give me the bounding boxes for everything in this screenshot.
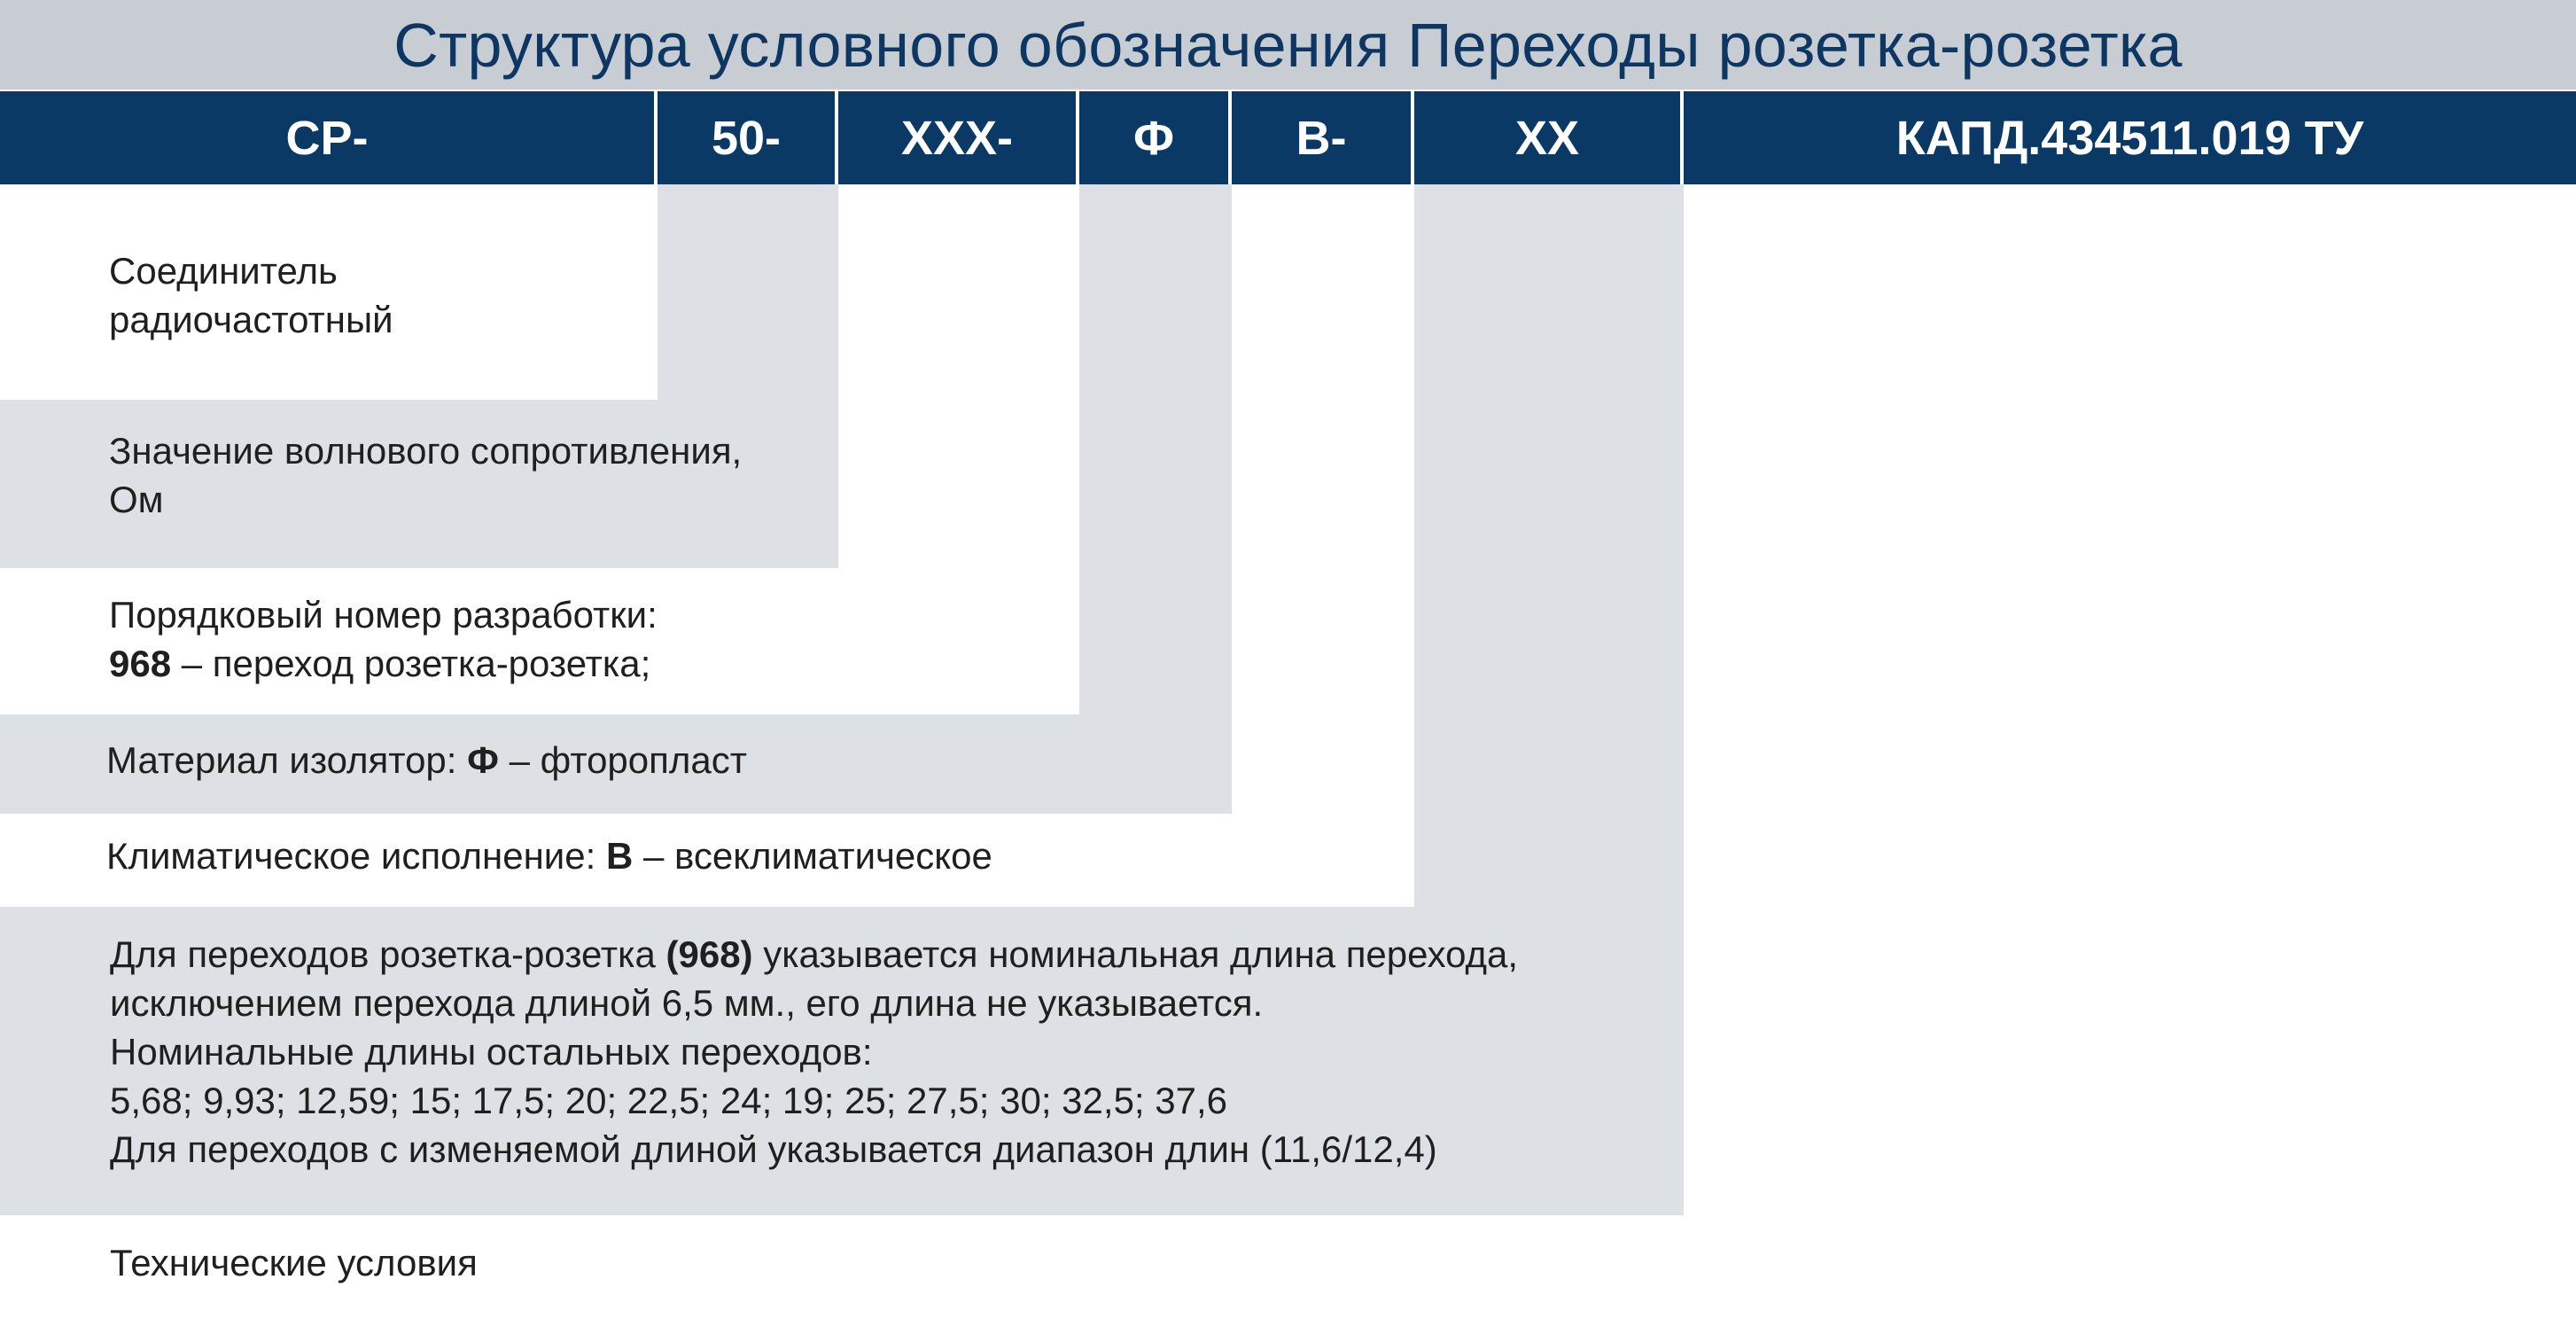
connector-label-line1: Соединитель	[109, 250, 338, 292]
title-bar	[0, 0, 2576, 90]
code-header	[0, 91, 2576, 184]
length-label-line5: Для переходов с изменяемой длиной указывается диапазон длин (11,6/12,4)	[110, 1128, 1437, 1170]
length-label	[110, 930, 1518, 1174]
serial-label	[109, 590, 658, 688]
climate-code: В	[605, 835, 634, 877]
length-line1-b: указывается номинальная длина перехода,	[752, 933, 1519, 975]
climate-desc: – всеклиматическое	[633, 835, 992, 877]
material-label	[106, 736, 747, 784]
length-label-line1	[110, 930, 1518, 979]
serial-desc: – переход розетка-розетка;	[171, 643, 651, 684]
length-label-line2: исключением перехода длиной 6,5 мм., его длина не указывается.	[110, 982, 1264, 1024]
length-label-line4: 5,68; 9,93; 12,59; 15; 17,5; 20; 22,5; 24; 19; 25; 27,5; 30; 32,5; 37,6	[110, 1080, 1228, 1121]
material-code: Ф	[467, 739, 499, 781]
impedance-label-line2: Ом	[109, 479, 164, 520]
code-segment-impedance: 50-	[658, 91, 835, 184]
serial-code: 968	[109, 643, 172, 684]
page-title: Структура условного обозначения Переходы розетка-розетка	[393, 10, 2183, 80]
length-label-line3: Номинальные длины остальных переходов:	[110, 1031, 873, 1073]
material-desc: – фторопласт	[498, 739, 747, 781]
code-segment-material: Ф	[1079, 91, 1228, 184]
serial-label-line1: Порядковый номер разработки:	[109, 594, 658, 636]
code-segment-length: ХХ	[1414, 91, 1680, 184]
connector-label-line2: радиочастотный	[109, 299, 393, 340]
impedance-label-line1: Значение волнового сопротивления,	[109, 430, 743, 472]
code-segment-serial: ХХХ-	[838, 91, 1076, 184]
impedance-label	[109, 426, 742, 524]
climate-label-text: Климатическое исполнение:	[106, 835, 606, 877]
code-segment-cp: СР-	[0, 91, 654, 184]
material-label-text: Материал изолятор:	[106, 739, 468, 781]
serial-label-line2	[109, 639, 658, 688]
column-length	[1414, 184, 1684, 907]
spec-label-line1: Технические условия	[110, 1242, 478, 1283]
connector-label	[109, 246, 393, 344]
climate-label	[106, 831, 992, 880]
code-segment-spec: КАПД.434511.019 ТУ	[1684, 91, 2576, 184]
length-line1-a: Для переходов розетка-розетка	[110, 933, 666, 975]
code-segment-climate: В-	[1232, 91, 1411, 184]
spec-label	[110, 1238, 478, 1287]
length-line1-code: (968)	[665, 933, 753, 975]
